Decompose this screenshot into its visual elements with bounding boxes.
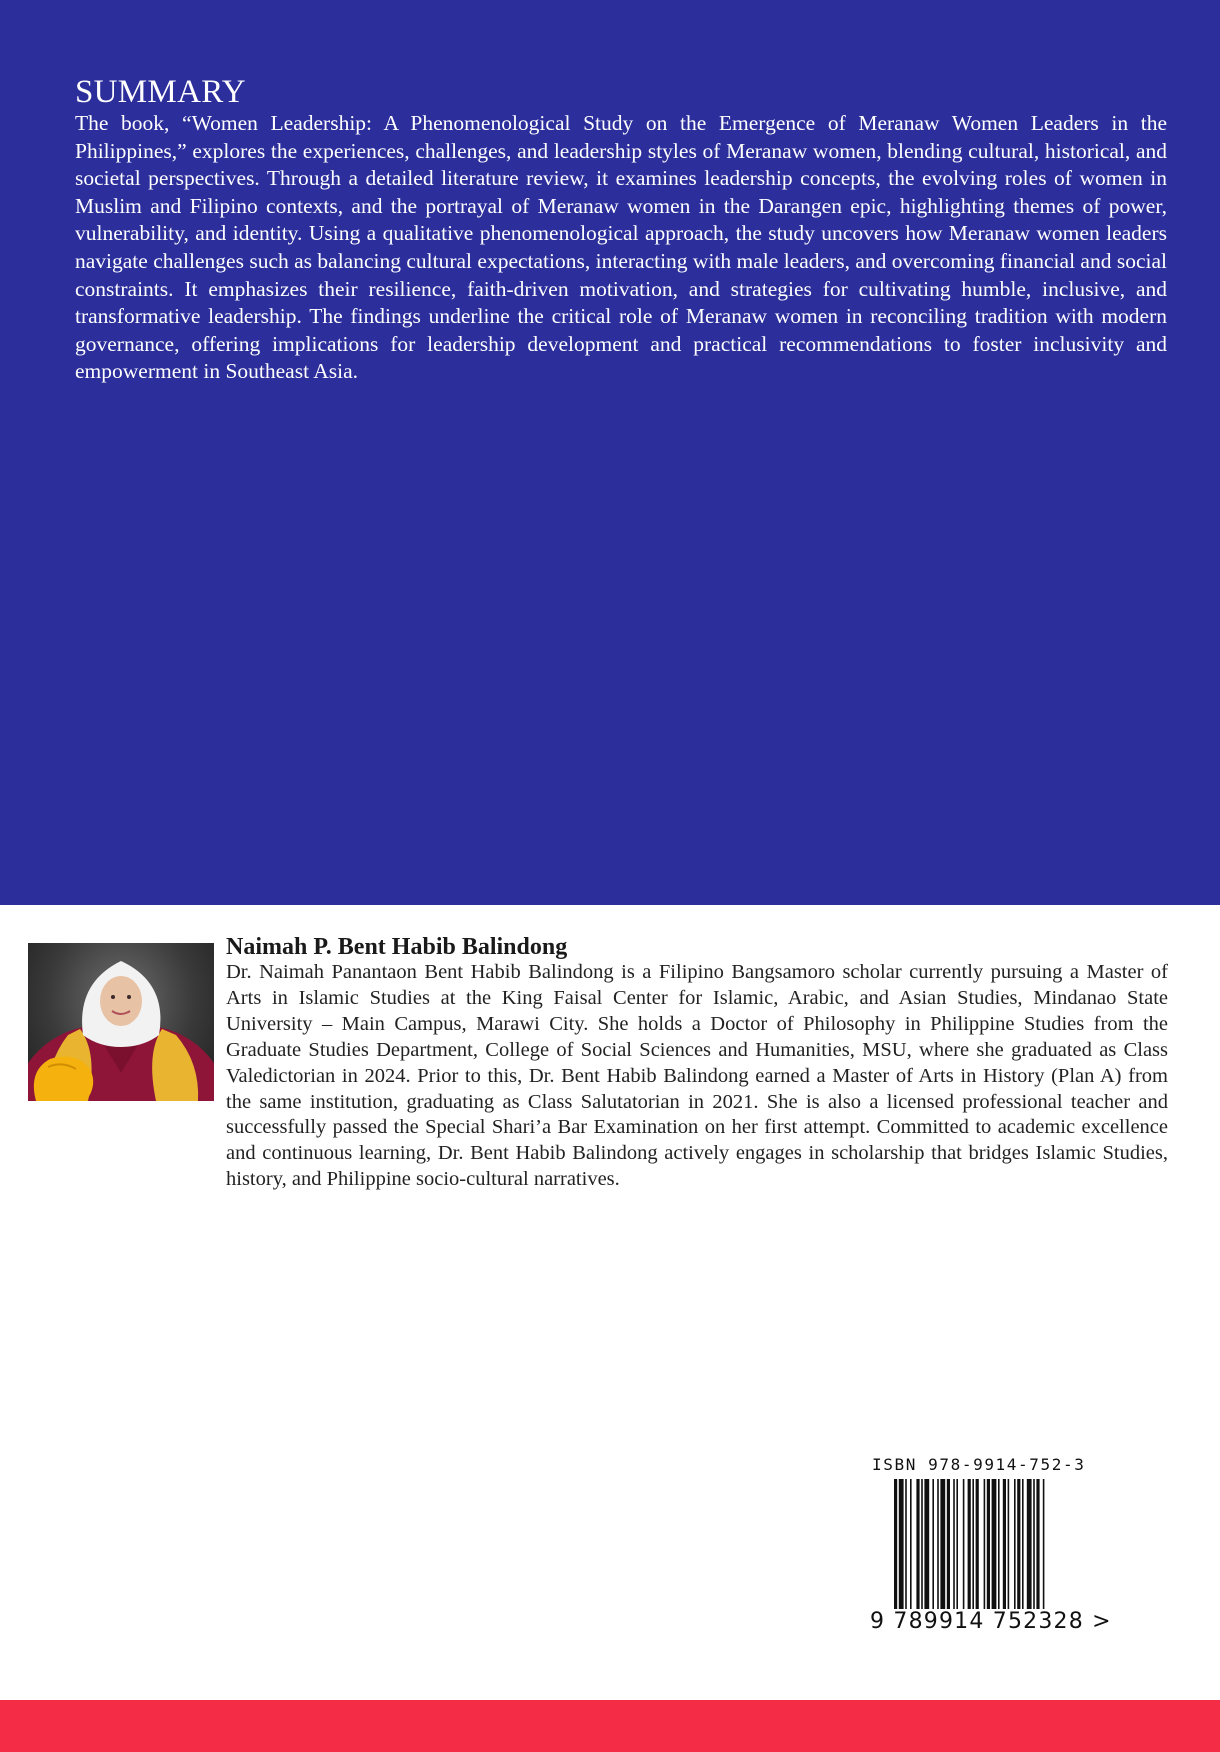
barcode-icon [868,1479,1096,1621]
barcode-bar [992,1479,997,1621]
barcode-bar [1043,1479,1045,1621]
barcode-bar [953,1479,955,1621]
barcode-bar [972,1479,974,1621]
author-portrait-icon [28,943,214,1101]
barcode-bar [987,1479,990,1621]
barcode-bar [963,1479,965,1621]
author-name: Naimah P. Bent Habib Balindong [226,934,568,960]
barcode-bar [1003,1479,1006,1621]
barcode-bar [1036,1479,1039,1621]
barcode-bar [932,1479,934,1621]
barcode-bar [984,1479,986,1621]
barcode-bar [1008,1479,1010,1621]
author-photo [28,943,214,1101]
isbn-label: ISBN 978-9914-752-3 [872,1455,1086,1474]
summary-heading: SUMMARY [75,74,246,110]
barcode-bar [1022,1479,1024,1621]
barcode-bar [1017,1479,1020,1621]
barcode-bar [1027,1479,1032,1621]
barcode-bar [905,1479,907,1621]
barcode-bar [899,1479,904,1621]
barcode-bar [956,1479,958,1621]
author-bio: Dr. Naimah Panantaon Bent Habib Balindong is a Filipino Bangsamoro scholar currently pursuing a Master of Arts in Islamic Studies at the King Faisal Center for Islamic, Arabic, and Asian Studies, Mindanao State University – Main Campus, Marawi City. She holds a Doctor of Philosophy in Philippine Studies from the Graduate Studies Department, College of Social Sciences and Humanities, MSU, where she graduated as Class Valedictorian in 2024. Prior to this, Dr. Bent Habib Balindong earned a Master of Arts in History (Plan A) from the same institution, graduating as Class Salutatorian in 2021. She is also a licensed professional teacher and successfully passed the Special Shari’a Bar Examination on her first attempt. Committed to academic excellence and continuous learning, Dr. Bent Habib Balindong actively engages in scholarship that bridges Islamic Studies, history, and Philippine socio-cultural narratives. [226,961,1168,1191]
summary-text: The book, “Women Leadership: A Phenomenological Study on the Emergence of Meranaw Women Leaders in the Philippines,” explores the experiences, challenges, and leadership styles of Meranaw women, blending cultural, historical, and societal perspectives. Through a detailed literature review, it examines leadership concepts, the evolving roles of women in Muslim and Filipino contexts, and the portrayal of Meranaw women in the Darangen epic, highlighting themes of power, vulnerability, and identity. Using a qualitative phenomenological approach, the study uncovers how Meranaw women leaders navigate challenges such as balancing cultural expectations, interacting with male leaders, and overcoming financial and social constraints. It emphasizes their resilience, faith-driven motivation, and strategies for cultivating humble, inclusive, and transformative leadership. The findings underline the critical role of Meranaw women in reconciling tradition with modern governance, offering implications for leadership development and practical recommendations to foster inclusivity and empowerment in Southeast Asia. [75,111,1167,384]
barcode-bar [940,1479,945,1621]
barcode-bar [894,1479,897,1621]
barcode-bar [921,1479,923,1621]
barcode-bar [1014,1479,1016,1621]
barcode-bar [916,1479,919,1621]
barcode-digits: 9 789914 752328 > [870,1609,1112,1634]
barcode-bar [1033,1479,1035,1621]
barcode-bar [998,1479,1000,1621]
barcode-bar [947,1479,950,1621]
barcode-bar [976,1479,979,1621]
bottom-color-band [0,1700,1220,1752]
barcode-bar [924,1479,929,1621]
barcode-bar [968,1479,971,1621]
barcode-bar [937,1479,939,1621]
barcode-bar [910,1479,912,1621]
isbn-barcode-block [868,1455,1112,1635]
